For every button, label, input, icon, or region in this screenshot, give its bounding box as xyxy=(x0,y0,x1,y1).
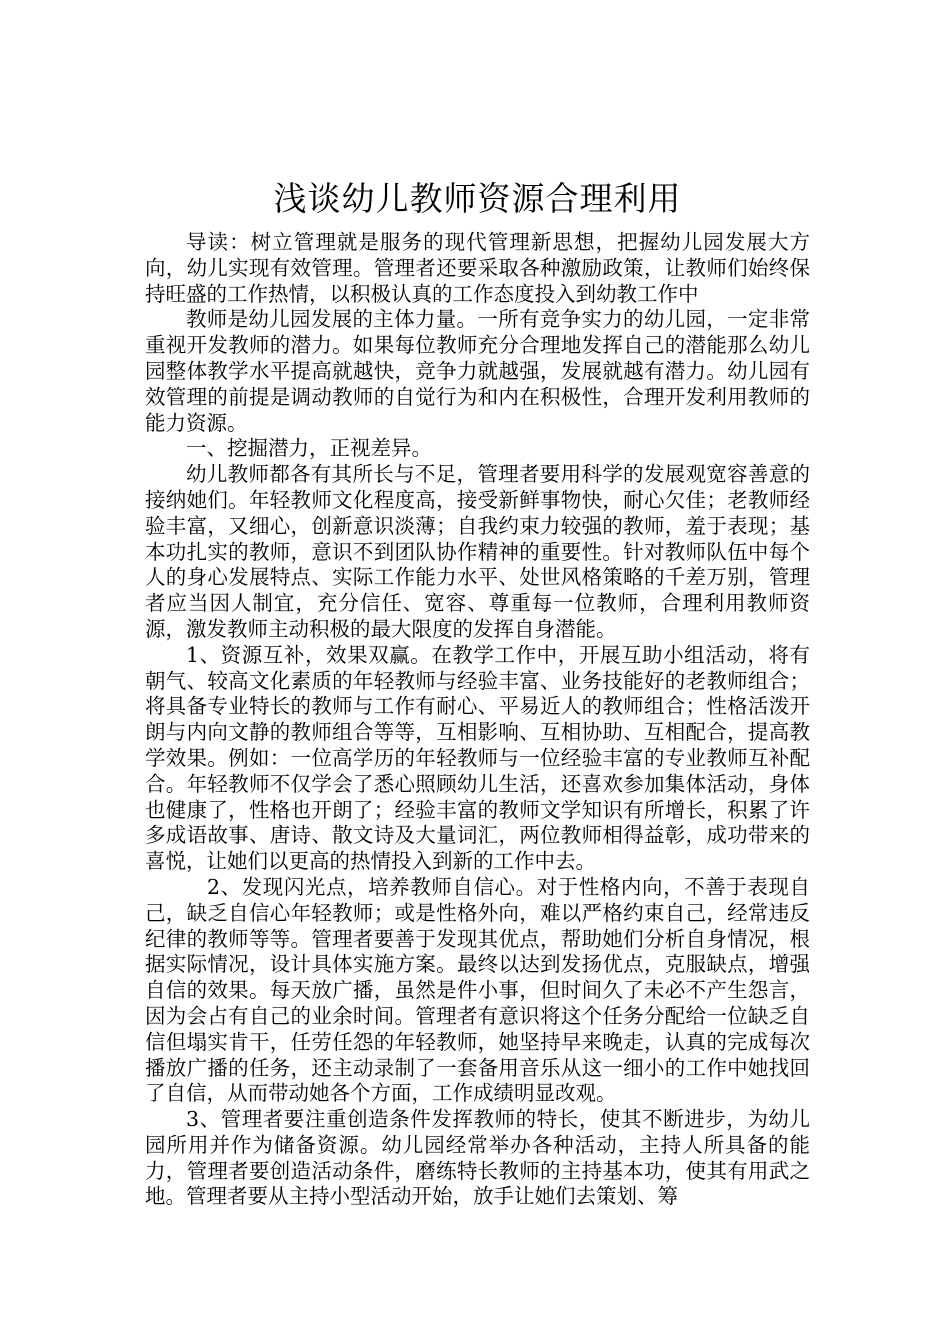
intro-paragraph: 导读：树立管理就是服务的现代管理新思想，把握幼儿园发展大方向，幼儿实现有效管理。管理者还要采取各种激励政策，让教师们始终保持旺盛的工作热情，以积极认真的工作态度投入到幼教工作中 xyxy=(145,230,810,306)
body-paragraph: 幼儿教师都各有其所长与不足，管理者要用科学的发展观宽容善意的接纳她们。年轻教师文化程度高，接受新鲜事物快，耐心欠佳；老教师经验丰富，又细心，创新意识淡薄；自我约束力较强的教师，羞于表现；基本功扎实的教师，意识不到团队协作精神的重要性。针对教师队伍中每个人的身心发展特点、实际工作能力水平、处世风格策略的千差万别，管理者应当因人制宜，充分信任、宽容、尊重每一位教师，合理利用教师资源，激发教师主动积极的最大限度的发挥自身潜能。 xyxy=(145,462,810,641)
document-title: 浅谈幼儿教师资源合理利用 xyxy=(273,179,682,218)
section-heading: 一、挖掘潜力，正视差异。 xyxy=(186,436,432,461)
document-page xyxy=(145,170,810,1210)
body-paragraph: 3、管理者要注重创造条件发挥教师的特长，使其不断进步，为幼儿园所用并作为储备资源。幼儿园经常举办各种活动，主持人所具备的能力，管理者要创造活动条件，磨练特长教师的主持基本功，使其有用武之地。管理者要从主持小型活动开始，放手让她们去策划、筹 xyxy=(145,1107,810,1209)
body-paragraph: 1、资源互补，效果双赢。在教学工作中，开展互助小组活动，将有朝气、较高文化素质的年轻教师与经验丰富、业务技能好的老教师组合；将具备专业特长的教师与工作有耐心、平易近人的教师组合；性格活泼开朗与内向文静的教师组合等等，互相影响、互相协助、互相配合，提高教学效果。例如：一位高学历的年轻教师与一位经验丰富的专业教师互补配合。年轻教师不仅学会了悉心照顾幼儿生活，还喜欢参加集体活动，身体也健康了，性格也开朗了；经验丰富的教师文学知识有所增长，积累了许多成语故事、唐诗、散文诗及大量词汇，两位教师相得益彰，成功带来的喜悦，让她们以更高的热情投入到新的工作中去。 xyxy=(145,642,810,874)
body-paragraph: 2、发现闪光点，培养教师自信心。对于性格内向，不善于表现自己，缺乏自信心年轻教师；或是性格外向，难以严格约束自己，经常违反纪律的教师等等。管理者要善于发现其优点，帮助她们分析自身情况，根据实际情况，设计具体实施方案。最终以达到发扬优点，克服缺点，增强自信的效果。每天放广播，虽然是件小事，但时间久了未必不产生怨言，因为会占有自己的业余时间。管理者有意识将这个任务分配给一位缺乏自信但塌实肯干，任劳任怨的年轻教师，她坚持早来晚走，认真的完成每次播放广播的任务，还主动录制了一套备用音乐从这一细小的工作中她找回了自信，从而带动她各个方面，工作成绩明显改观。 xyxy=(145,874,810,1106)
body-paragraph: 教师是幼儿园发展的主体力量。一所有竞争实力的幼儿园，一定非常重视开发教师的潜力。如果每位教师充分合理地发挥自己的潜能那么幼儿园整体教学水平提高就越快，竞争力就越强，发展就越有潜力。幼儿园有效管理的前提是调动教师的自觉行为和内在积极性，合理开发利用教师的能力资源。 xyxy=(145,307,810,435)
